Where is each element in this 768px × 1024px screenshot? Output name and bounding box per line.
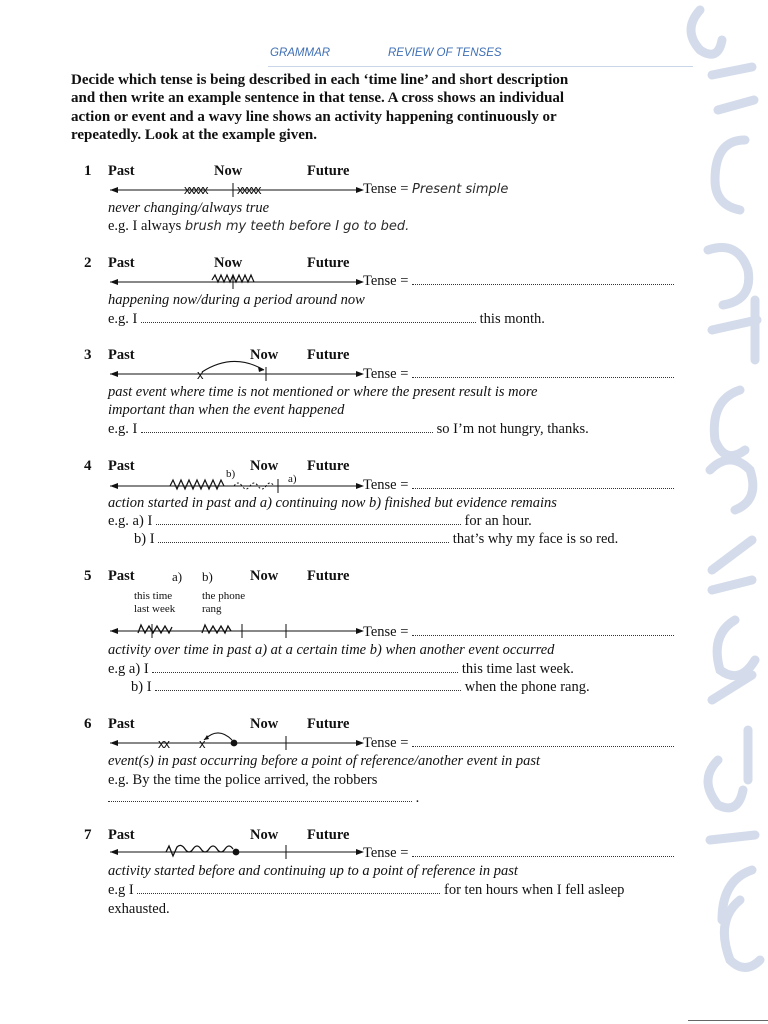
- label-past: Past: [108, 458, 135, 474]
- label-future: Future: [307, 163, 350, 179]
- label-now: Now: [214, 163, 243, 179]
- tense-answer-blank[interactable]: [412, 735, 674, 747]
- label-future: Future: [307, 716, 350, 732]
- note-a-line: this time: [134, 590, 173, 602]
- description: past event where time is not mentioned or where the present result is more: [108, 384, 538, 400]
- label-now: Now: [250, 458, 279, 474]
- example-answer-blank[interactable]: [158, 531, 449, 543]
- label-past: Past: [108, 163, 135, 179]
- tense-answer-blank[interactable]: [412, 624, 674, 636]
- label-past: Past: [108, 347, 135, 363]
- example-answer-line: [108, 790, 419, 807]
- tense-line: [363, 477, 674, 494]
- header-grammar: GRAMMAR: [270, 47, 331, 59]
- tense-answer-blank[interactable]: [412, 273, 674, 285]
- page-edge-rule: [688, 1020, 768, 1021]
- tense-label: Tense =: [363, 624, 409, 640]
- label-now: Now: [250, 568, 279, 584]
- svg-text:x: x: [199, 736, 206, 751]
- tense-label: Tense =: [363, 845, 409, 861]
- label-future: Future: [307, 347, 350, 363]
- timeline-6: [108, 726, 368, 754]
- timeline-7: [108, 840, 368, 864]
- label-past: Past: [108, 568, 135, 584]
- example-prefix: e.g a) I: [108, 661, 149, 677]
- example-sentence: e.g. By the time the police arrived, the robbers: [108, 772, 378, 788]
- marker-b: b): [226, 468, 236, 480]
- note-a-line: last week: [134, 603, 176, 615]
- tense-label: Tense =: [363, 477, 409, 493]
- tense-label: Tense =: [363, 735, 409, 751]
- header-review-of-tenses: REVIEW OF TENSES: [388, 47, 502, 59]
- description: happening now/during a period around now: [108, 292, 365, 308]
- item-number: 1: [84, 163, 92, 179]
- example-answer-blank[interactable]: [152, 661, 458, 673]
- example-prefix: b) I: [134, 531, 155, 547]
- note-b: [202, 590, 245, 616]
- label-future: Future: [307, 827, 350, 843]
- example-answer-blank[interactable]: [108, 790, 412, 802]
- example-prefix: b) I: [131, 679, 152, 695]
- example-answer-blank[interactable]: [141, 311, 476, 323]
- tense-line: [363, 366, 674, 383]
- tense-line: [363, 624, 674, 641]
- note-b-line: the phone: [202, 590, 246, 602]
- example-suffix: that’s why my face is so red.: [452, 531, 619, 547]
- example-suffix: for ten hours when I fell asleep: [444, 882, 625, 898]
- description: activity started before and continuing up to a point of reference in past: [108, 863, 518, 879]
- instructions-line: action or event and a wavy line shows an activity happening continuously or: [71, 108, 557, 125]
- example-prefix: e.g. I: [108, 311, 138, 327]
- example-sentence: [108, 311, 545, 328]
- timeline-1: [108, 180, 368, 200]
- tense-line: [363, 735, 674, 752]
- example-sentence-b: [131, 679, 590, 696]
- example-sentence: [108, 218, 409, 235]
- description: never changing/always true: [108, 200, 270, 216]
- item-number: 4: [84, 458, 92, 474]
- label-future: Future: [307, 568, 350, 584]
- example-prefix: e.g. I always: [108, 218, 182, 234]
- example-answer: brush my teeth before I go to bed.: [184, 219, 410, 234]
- label-now: Now: [214, 255, 243, 271]
- instructions-line: and then write an example sentence in that tense. A cross shows an individual: [71, 90, 565, 107]
- label-past: Past: [108, 255, 135, 271]
- tense-label: Tense =: [363, 273, 409, 289]
- item-number: 7: [84, 827, 92, 843]
- example-prefix: e.g. a) I: [108, 513, 153, 529]
- example-sentence: [108, 421, 589, 438]
- label-now: Now: [250, 716, 279, 732]
- svg-text:x: x: [197, 367, 204, 382]
- description: activity over time in past a) at a certain time b) when another event occurred: [108, 642, 555, 658]
- label-future: Future: [307, 458, 350, 474]
- tense-answer: Present simple: [412, 182, 509, 197]
- description: action started in past and a) continuing now b) finished but evidence remains: [108, 495, 557, 511]
- tense-line: [363, 845, 674, 862]
- label-a: a): [172, 569, 183, 584]
- example-suffix: for an hour.: [464, 513, 532, 529]
- description-line-2: important than when the event happened: [108, 402, 345, 418]
- svg-text:xx: xx: [158, 736, 169, 751]
- label-now: Now: [250, 347, 279, 363]
- description: event(s) in past occurring before a point of reference/another event in past: [108, 753, 541, 769]
- tense-line: [363, 181, 508, 198]
- label-now: Now: [250, 827, 279, 843]
- tense-label: Tense =: [363, 181, 409, 197]
- svg-text:xxxxx: xxxxx: [184, 182, 207, 197]
- instructions: [71, 71, 693, 144]
- item-number: 2: [84, 255, 92, 271]
- example-answer-blank[interactable]: [141, 421, 433, 433]
- example-continuation: exhausted.: [108, 901, 170, 917]
- item-number: 6: [84, 716, 92, 732]
- label-past: Past: [108, 716, 135, 732]
- instructions-line: Decide which tense is being described in each ‘time line’ and short description: [71, 72, 569, 88]
- example-sentence-a: [108, 661, 574, 678]
- timeline-4: [108, 474, 368, 496]
- example-prefix: e.g. I: [108, 421, 138, 437]
- note-a: [134, 590, 175, 616]
- timeline-2: [108, 272, 368, 292]
- timeline-3: [108, 356, 368, 386]
- example-sentence-a: [108, 513, 532, 530]
- example-suffix: so I’m not hungry, thanks.: [436, 421, 589, 437]
- instructions-line: repeatedly. Look at the example given.: [71, 126, 317, 143]
- label-b: b): [202, 569, 213, 584]
- example-suffix: this time last week.: [461, 661, 574, 677]
- header-rule: [268, 66, 693, 67]
- example-end: .: [415, 790, 420, 806]
- example-answer-blank[interactable]: [137, 882, 440, 894]
- label-future: Future: [307, 255, 350, 271]
- example-suffix: this month.: [479, 311, 545, 327]
- tense-answer-blank[interactable]: [412, 845, 674, 857]
- item-number: 3: [84, 347, 92, 363]
- example-sentence-b: [134, 531, 618, 548]
- marker-a: a): [288, 473, 297, 485]
- svg-text:xxxxx: xxxxx: [237, 182, 260, 197]
- tense-answer-blank[interactable]: [412, 366, 674, 378]
- tense-label: Tense =: [363, 366, 409, 382]
- tense-answer-blank[interactable]: [412, 477, 674, 489]
- timeline-5: [108, 620, 368, 642]
- example-answer-blank[interactable]: [156, 513, 461, 525]
- label-past: Past: [108, 827, 135, 843]
- example-suffix: when the phone rang.: [464, 679, 590, 695]
- item-number: 5: [84, 568, 92, 584]
- example-prefix: e.g I: [108, 882, 134, 898]
- example-answer-blank[interactable]: [155, 679, 461, 691]
- note-b-line: rang: [202, 603, 222, 615]
- example-sentence: [108, 882, 624, 899]
- tense-line: [363, 273, 674, 290]
